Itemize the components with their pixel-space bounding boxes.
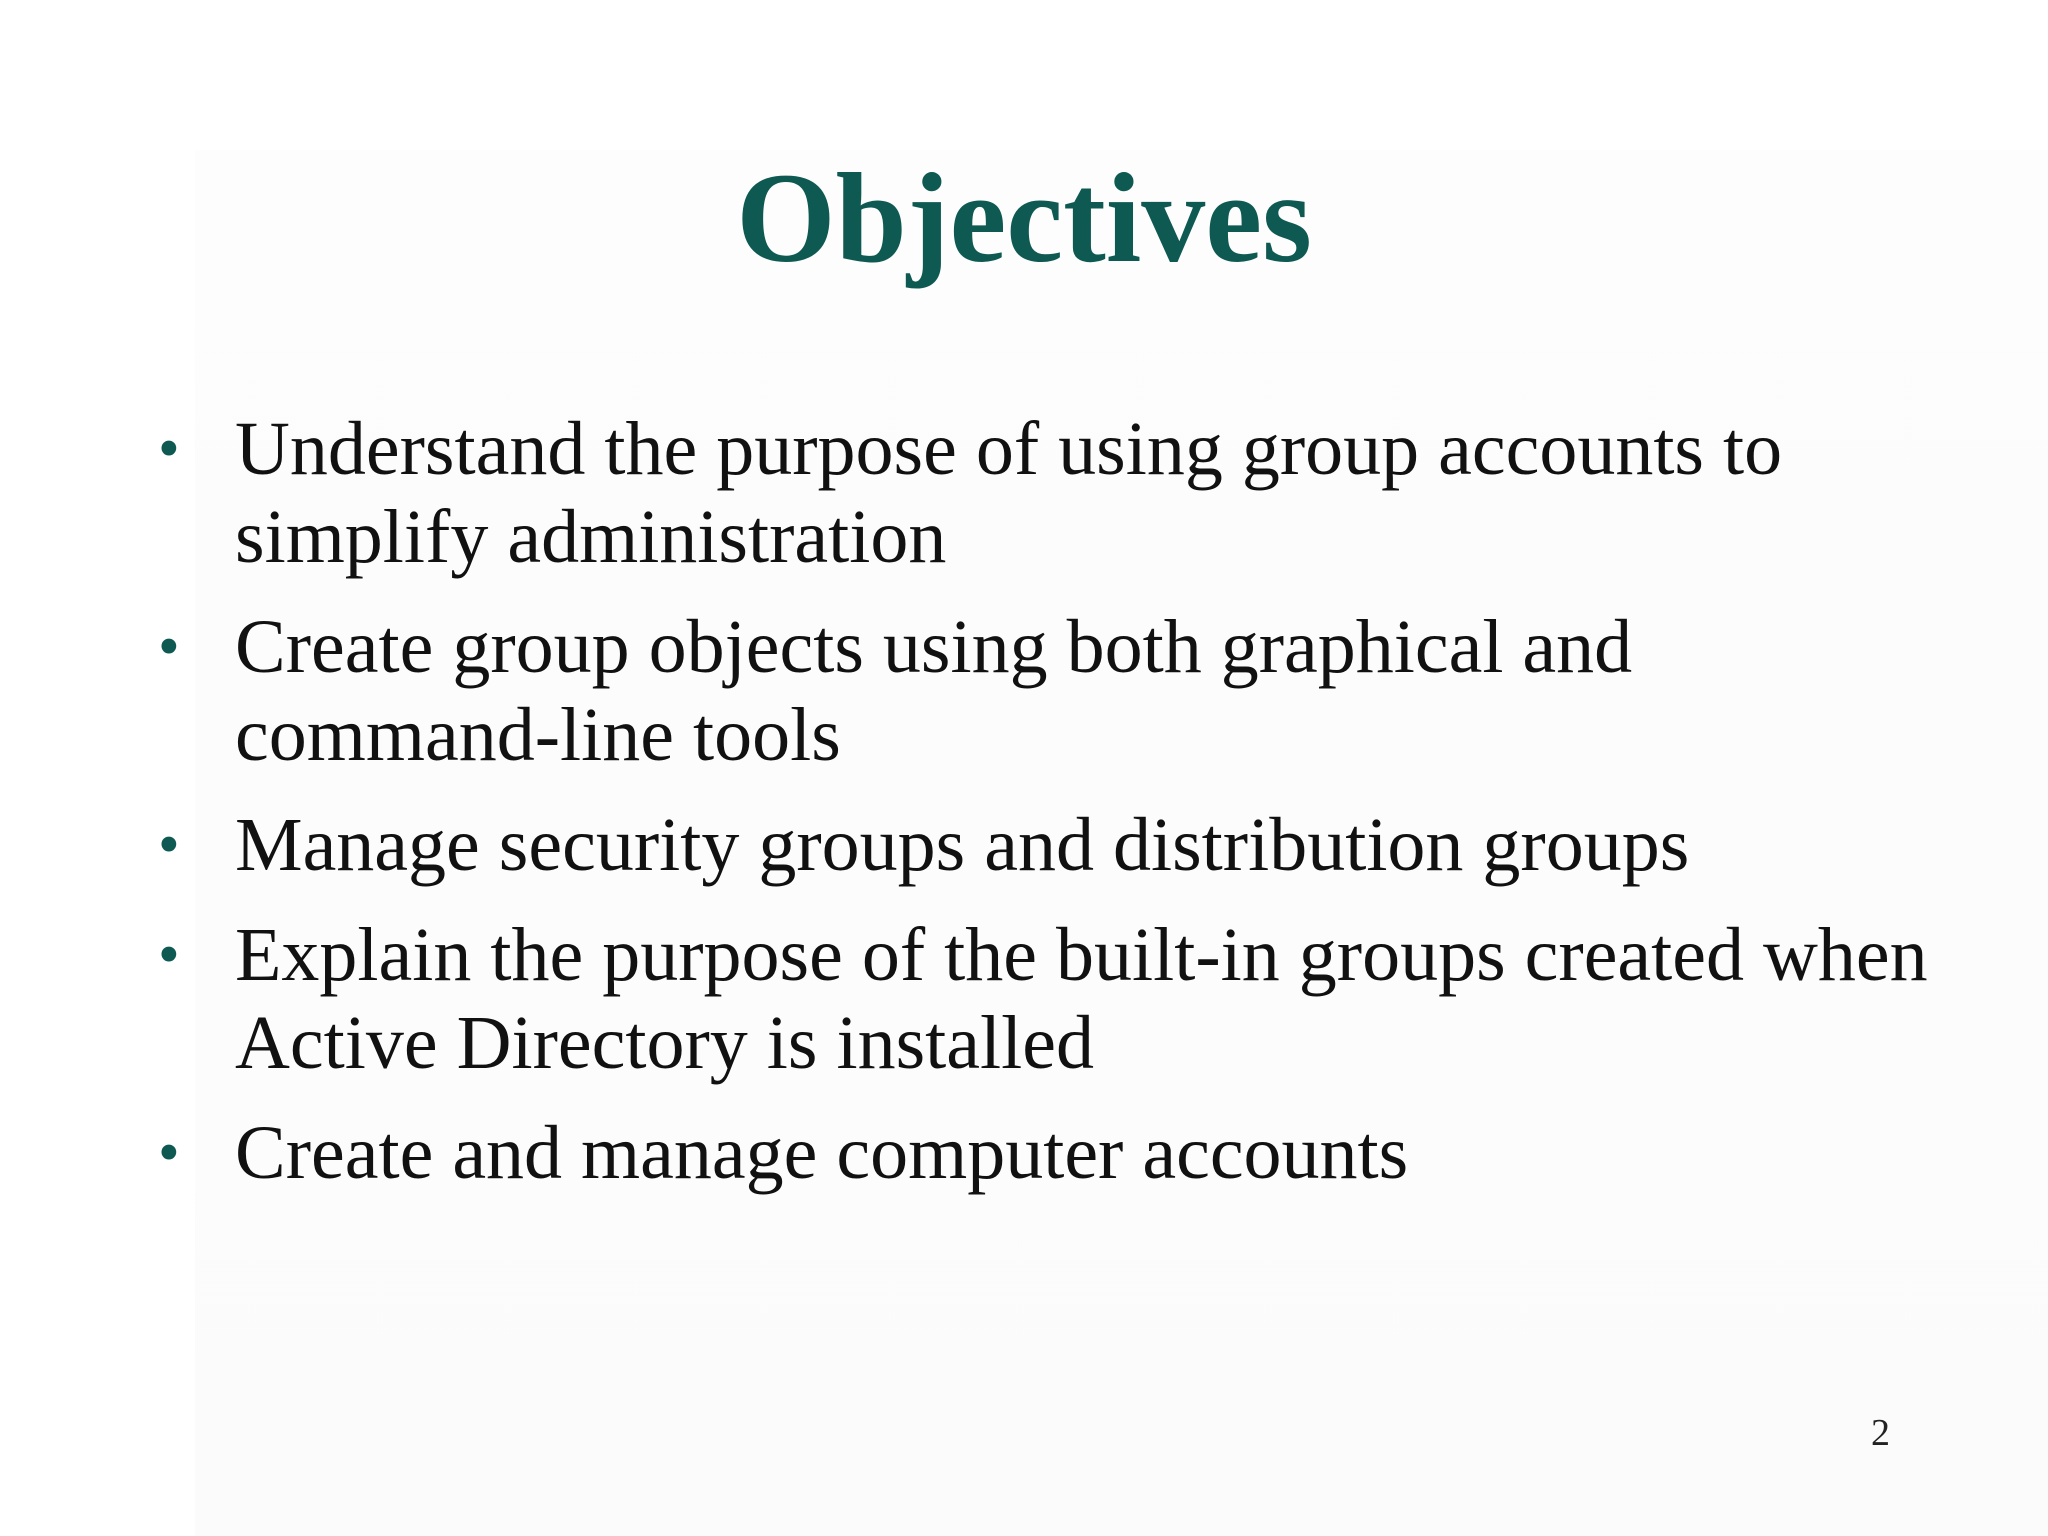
list-item xyxy=(0,405,2048,581)
bullet-icon: • xyxy=(158,1119,180,1187)
bullet-icon: • xyxy=(158,415,180,483)
bullet-icon: • xyxy=(158,811,180,879)
objectives-list xyxy=(0,405,2048,1219)
bullet-icon: • xyxy=(158,613,180,681)
slide-title: Objectives xyxy=(736,147,1312,289)
bullet-text: Create and manage computer accounts xyxy=(235,1111,1409,1195)
list-item xyxy=(0,1109,2048,1197)
bullet-text: Understand the purpose of using group accounts to simplify administration xyxy=(235,407,1783,579)
bullet-text: Explain the purpose of the built-in groups created when Active Directory is installed xyxy=(235,913,1928,1085)
bullet-text: Create group objects using both graphical and command-line tools xyxy=(235,605,1633,777)
bullet-text: Manage security groups and distribution groups xyxy=(235,803,1690,887)
list-item xyxy=(0,801,2048,889)
bullet-icon: • xyxy=(158,921,180,989)
list-item xyxy=(0,603,2048,779)
list-item xyxy=(0,911,2048,1087)
page-number: 2 xyxy=(1871,1412,1890,1454)
